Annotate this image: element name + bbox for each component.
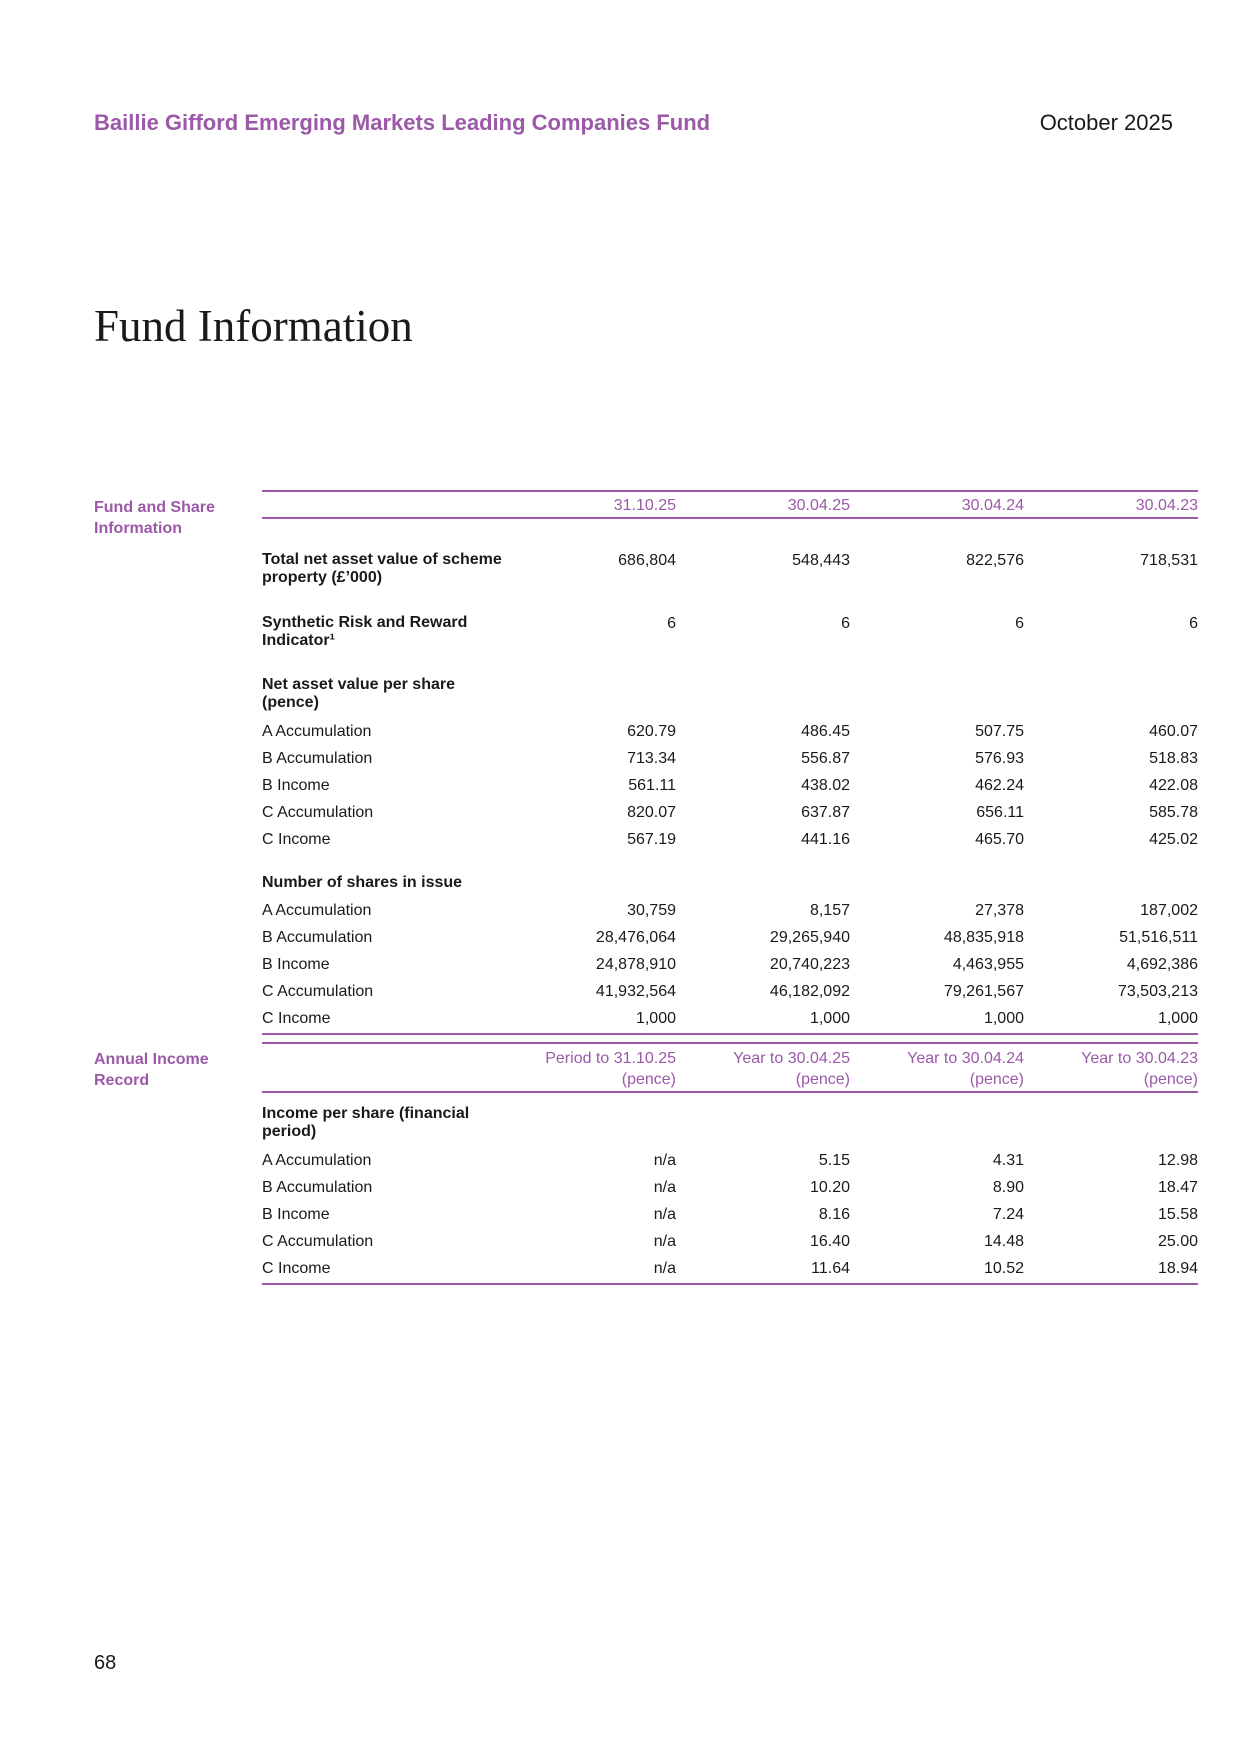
table-cell: n/a xyxy=(653,1233,676,1250)
table-cell: 48,835,918 xyxy=(943,929,1024,946)
table-cell: 187,002 xyxy=(1140,902,1198,919)
table-row-subheading xyxy=(262,874,1198,901)
column-header-line1: Year to 30.04.25 xyxy=(733,1050,850,1067)
table-row xyxy=(262,955,1198,982)
table-row xyxy=(262,982,1198,1009)
column-header-line1: Year to 30.04.23 xyxy=(1081,1050,1198,1067)
table-row xyxy=(262,1232,1198,1259)
page-number: 68 xyxy=(94,1652,117,1674)
column-header-line2: (pence) xyxy=(795,1071,850,1088)
row-label: C Accumulation xyxy=(262,983,374,1000)
row-label: Total net asset value of scheme property (£’000) xyxy=(262,551,502,586)
table-cell: 12.98 xyxy=(1157,1152,1198,1169)
table-row xyxy=(262,803,1198,830)
table-row xyxy=(262,749,1198,776)
table-cell: 820.07 xyxy=(627,804,676,821)
row-label: C Income xyxy=(262,1259,502,1284)
table-cell: 11.64 xyxy=(676,1259,850,1284)
subheading-income-per-share: Income per share (financial period) xyxy=(262,1105,470,1140)
table-cell: 1,000 xyxy=(1024,1009,1198,1034)
table-cell: 73,503,213 xyxy=(1117,983,1198,1000)
column-header xyxy=(1024,1043,1198,1092)
table-cell: 462.24 xyxy=(975,777,1024,794)
row-label: Synthetic Risk and Reward Indicator¹ xyxy=(262,614,468,649)
table-cell: 460.07 xyxy=(1149,723,1198,740)
table-cell: 79,261,567 xyxy=(943,983,1024,1000)
column-header xyxy=(502,1043,676,1092)
table-cell: n/a xyxy=(653,1179,676,1196)
section-label-fund-share-information: Fund and Share Information xyxy=(94,499,215,537)
table-row xyxy=(262,901,1198,928)
table-cell: 585.78 xyxy=(1149,804,1198,821)
table-cell: 507.75 xyxy=(975,723,1024,740)
table-cell: 6 xyxy=(667,615,676,632)
table-cell: 518.83 xyxy=(1149,750,1198,767)
table-cell: 548,443 xyxy=(792,552,850,569)
table-cell: 18.94 xyxy=(1024,1259,1198,1284)
row-label: B Accumulation xyxy=(262,1179,373,1196)
row-label: A Accumulation xyxy=(262,1152,372,1169)
table-cell: 16.40 xyxy=(809,1233,850,1250)
report-date: October 2025 xyxy=(1039,110,1173,135)
header-empty-cell xyxy=(262,1043,502,1092)
column-header-line1: Period to 31.10.25 xyxy=(545,1050,676,1067)
table-cell: 718,531 xyxy=(1140,552,1198,569)
subheading-nav-per-share: Net asset value per share (pence) xyxy=(262,676,455,711)
table-cell: 465.70 xyxy=(975,831,1024,848)
table-cell: 8.16 xyxy=(818,1206,850,1223)
table-row xyxy=(262,1151,1198,1178)
table-cell: 686,804 xyxy=(618,552,676,569)
header-empty-cell xyxy=(262,491,502,518)
table-cell: 6 xyxy=(841,615,850,632)
table-cell: 1,000 xyxy=(676,1009,850,1034)
table-row-total-nav xyxy=(262,551,1198,614)
table-cell: 1,000 xyxy=(502,1009,676,1034)
table-cell: 5.15 xyxy=(818,1152,850,1169)
table-row xyxy=(262,1205,1198,1232)
column-header: 30.04.25 xyxy=(676,491,850,518)
table-row-srri xyxy=(262,614,1198,676)
table-cell: 7.24 xyxy=(992,1206,1024,1223)
table-row xyxy=(262,1259,1198,1284)
table-cell: 4,463,955 xyxy=(952,956,1024,973)
fund-name: Baillie Gifford Emerging Markets Leading Companies Fund xyxy=(94,110,711,135)
row-label: A Accumulation xyxy=(262,723,372,740)
column-header xyxy=(676,1043,850,1092)
table-cell: n/a xyxy=(653,1206,676,1223)
table-cell: 425.02 xyxy=(1149,831,1198,848)
table-cell: 561.11 xyxy=(628,777,676,794)
table-cell: 713.34 xyxy=(627,750,676,767)
table-cell: 4.31 xyxy=(992,1152,1024,1169)
table-cell: 20,740,223 xyxy=(769,956,850,973)
column-header: 30.04.24 xyxy=(850,491,1024,518)
table-cell: 29,265,940 xyxy=(769,929,850,946)
table-header-row xyxy=(262,491,1198,518)
subheading-shares-in-issue: Number of shares in issue xyxy=(262,874,463,891)
table-cell: 15.58 xyxy=(1157,1206,1198,1223)
table-cell: 30,759 xyxy=(627,902,676,919)
table-cell: 10.52 xyxy=(850,1259,1024,1284)
table-cell: 441.16 xyxy=(801,831,850,848)
column-header: 30.04.23 xyxy=(1024,491,1198,518)
column-header-line2: (pence) xyxy=(1143,1071,1198,1088)
table-row xyxy=(262,1178,1198,1205)
row-label: B Income xyxy=(262,777,330,794)
table-cell: 822,576 xyxy=(966,552,1024,569)
table-cell: 41,932,564 xyxy=(595,983,676,1000)
table-cell: 1,000 xyxy=(850,1009,1024,1034)
table-cell: 567.19 xyxy=(627,831,676,848)
table-cell: 8,157 xyxy=(809,902,850,919)
table-cell: 46,182,092 xyxy=(769,983,850,1000)
table-cell: n/a xyxy=(653,1152,676,1169)
table-cell: 6 xyxy=(1015,615,1024,632)
table-cell: 438.02 xyxy=(801,777,850,794)
row-label: B Accumulation xyxy=(262,750,373,767)
table-cell: 8.90 xyxy=(992,1179,1024,1196)
row-label: C Income xyxy=(262,1009,502,1034)
table-cell: 24,878,910 xyxy=(595,956,676,973)
column-header-line2: (pence) xyxy=(969,1071,1024,1088)
table-cell: 18.47 xyxy=(1157,1179,1198,1196)
table-cell: 14.48 xyxy=(983,1233,1024,1250)
table-cell: 51,516,511 xyxy=(1119,929,1198,946)
table-cell: 6 xyxy=(1189,615,1198,632)
table-cell: 27,378 xyxy=(975,902,1024,919)
table-row xyxy=(262,928,1198,955)
column-header-line1: Year to 30.04.24 xyxy=(907,1050,1024,1067)
column-header xyxy=(850,1043,1024,1092)
table-cell: 556.87 xyxy=(801,750,850,767)
annual-income-record-table xyxy=(262,1042,1198,1285)
row-label: C Accumulation xyxy=(262,804,374,821)
table-row xyxy=(262,722,1198,749)
table-cell: 620.79 xyxy=(627,723,676,740)
table-row-subheading xyxy=(262,1105,1198,1151)
table-cell: 422.08 xyxy=(1149,777,1198,794)
table-cell: 28,476,064 xyxy=(595,929,676,946)
column-header-line2: (pence) xyxy=(621,1071,676,1088)
fund-share-information-table xyxy=(262,490,1198,1035)
table-cell: 486.45 xyxy=(801,723,850,740)
row-label: A Accumulation xyxy=(262,902,372,919)
table-row-subheading xyxy=(262,676,1198,722)
row-label: C Accumulation xyxy=(262,1233,374,1250)
table-cell: n/a xyxy=(502,1259,676,1284)
section-label-annual-income-record: Annual Income Record xyxy=(94,1051,209,1089)
table-cell: 25.00 xyxy=(1157,1233,1198,1250)
table-cell: 576.93 xyxy=(975,750,1024,767)
row-label: B Income xyxy=(262,956,330,973)
table-row xyxy=(262,1009,1198,1034)
column-header: 31.10.25 xyxy=(502,491,676,518)
row-label: B Accumulation xyxy=(262,929,373,946)
page-title: Fund Information xyxy=(94,301,413,351)
table-cell: 10.20 xyxy=(809,1179,850,1196)
table-cell: 4,692,386 xyxy=(1126,956,1198,973)
table-cell: 656.11 xyxy=(976,804,1024,821)
table-header-row xyxy=(262,1043,1198,1092)
table-row xyxy=(262,830,1198,874)
table-row xyxy=(262,776,1198,803)
row-label: C Income xyxy=(262,831,331,848)
row-label: B Income xyxy=(262,1206,330,1223)
table-cell: 637.87 xyxy=(801,804,850,821)
